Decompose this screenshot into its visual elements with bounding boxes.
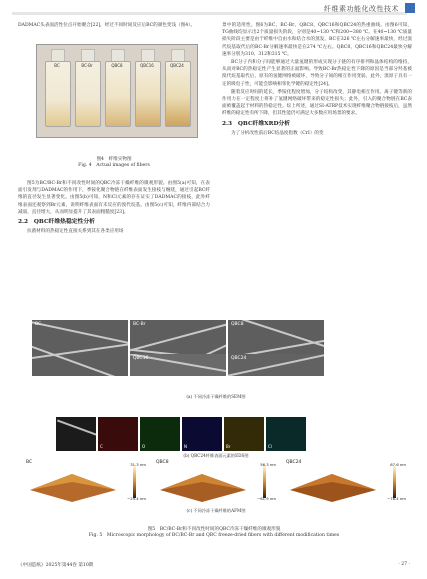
sem-image-qbc24 bbox=[228, 354, 324, 376]
bottle-label: QBC24 bbox=[170, 63, 184, 68]
edx-label: O bbox=[142, 444, 146, 449]
paragraph: 随着反应时间的延长，季铵化程度增加，分子结构改变，其静电相互作用。离子键等新的作用力在一定程度上将补了氢键网络破坏带来的稳定性损失；此外，引入的聚合物链在BC表面被覆盖起于材料的热稳定性。综上所述，通过SI-ATRP技术实现纤维聚合物链接枝后，虽然纤维的稳定性有所下降，但其性能仍可满足大多数应用场景的要求。 bbox=[222, 89, 412, 117]
afm-panel-qbc8 bbox=[156, 460, 276, 504]
bottle-label: QBC16 bbox=[140, 63, 154, 68]
left-body-text bbox=[18, 180, 210, 236]
bottle-bc bbox=[45, 49, 69, 131]
paragraph: 景中的适用性。图6为BC、BC-Br、QBC8、QBC16和QBC24的热重曲线。由图6可知，TG曲线均显示出2个质量损失阶段，分别是40~130 ℃和200~380 ℃。在40~130 ℃质量损失阶段主要是由于纤维中自由水和结合水的蒸发。BC在326 ℃左右分解速率最快，经过溴代烷基取代后的BC-Br分解速率最快是在274 ℃左右。QBC8、QBC16和QBC24最快分解速率分别为310、312和315 ℃。 bbox=[222, 23, 412, 57]
edx-label: Br bbox=[226, 444, 231, 449]
afm-label: QBC8 bbox=[156, 460, 169, 465]
edx-label: N bbox=[184, 444, 187, 449]
edx-caption: (b) QBC24纤维表面元素的EDS图 bbox=[183, 453, 249, 458]
edx-label: Cl bbox=[268, 444, 272, 449]
sem-caption: (a) 不同冷冻干燥纤维的SEM图 bbox=[186, 394, 246, 399]
edx-image-sem bbox=[56, 417, 96, 451]
fig5-caption-cn: 图5 BC/BC-Br和不同改性时间的QBC冷冻干燥纤维的微观形貌 bbox=[147, 527, 281, 532]
afm-panel-bc bbox=[26, 460, 146, 504]
sem-image-qbc16 bbox=[130, 354, 226, 376]
header-mark bbox=[405, 3, 415, 13]
left-intro-text bbox=[18, 22, 210, 30]
sem-label: QBC16 bbox=[133, 356, 149, 361]
afm-min: −78.4 nm bbox=[387, 496, 406, 501]
fig5-caption-en: Fig. 5 Microscopic morphology of BC/BC-Br and QBC freeze-dried fibers with different modification times bbox=[88, 533, 340, 538]
afm-caption: (c) 不同冷冻干燥纤维的AFM图 bbox=[186, 508, 246, 513]
edx-map-cl bbox=[266, 417, 306, 451]
right-body-text bbox=[222, 22, 412, 138]
bottle-bc-br bbox=[75, 49, 99, 131]
afm-max: 56.3 nm bbox=[260, 462, 276, 467]
afm-surface bbox=[286, 464, 378, 504]
sem-label: BC bbox=[35, 322, 42, 327]
page-number: · 27 · bbox=[398, 562, 410, 567]
header-title: 纤维素功能化改性技术 bbox=[324, 5, 399, 13]
afm-label: BC bbox=[26, 460, 33, 465]
afm-surface bbox=[26, 464, 118, 504]
sem-label: QBC24 bbox=[231, 356, 247, 361]
afm-max: 67.6 nm bbox=[390, 462, 406, 467]
bottle-label: QBC8 bbox=[111, 63, 123, 68]
page-footer bbox=[18, 562, 410, 568]
fig4-caption-cn: 图4 纤维实物图 bbox=[96, 157, 132, 162]
edx-label: C bbox=[100, 444, 103, 449]
edx-map-br bbox=[224, 417, 264, 451]
fig5 bbox=[16, 320, 412, 516]
section-heading: 2.3 QBC纤维XRD分析 bbox=[222, 120, 291, 127]
afm-colorbar bbox=[263, 466, 266, 498]
afm-surface bbox=[156, 464, 248, 504]
fig4-photo bbox=[36, 44, 198, 138]
paragraph: DADMAC头表面活性位点开始聚合[22]，经过不同时间反应后BC的颜色变浅（图4）。 bbox=[18, 23, 196, 28]
afm-colorbar bbox=[133, 466, 136, 498]
afm-panel-qbc24 bbox=[286, 460, 406, 504]
afm-min: −61.9 nm bbox=[257, 496, 276, 501]
edx-map-c bbox=[98, 417, 138, 451]
afm-min: −24.4 nm bbox=[127, 496, 146, 501]
edx-map-o bbox=[140, 417, 180, 451]
sem-image-bc bbox=[32, 320, 128, 376]
sem-label: BC-Br bbox=[133, 322, 146, 327]
afm-label: QBC24 bbox=[286, 460, 302, 465]
edx-map-n bbox=[182, 417, 222, 451]
bottle-qbc24 bbox=[165, 49, 189, 131]
afm-max: 31.3 nm bbox=[130, 462, 146, 467]
paragraph: BC分子内和分子间能够通过大量氢键的形成实现分子链的有序排列和晶体结构的维持，从而对BC的热稳定性产生显著的正面影响。导致BC-Br热稳定性下降的原因是当部分羟基被溴代烷基取代后，原有的氢键网络被破坏，导致分子间的相互作用变弱，此外，溴原子具有一定的吸电子性，可能会影响相邻化学键的稳定性[24]。 bbox=[222, 60, 412, 87]
section-heading: 2.2 QBC纤维热稳定性分析 bbox=[18, 219, 95, 226]
fig4-caption bbox=[18, 156, 210, 168]
journal-name: 《中国造纸》2025年第44卷 第10期 bbox=[18, 563, 94, 568]
bottle-qbc8 bbox=[105, 49, 129, 131]
fig5-caption bbox=[18, 526, 410, 538]
bottle-label: BC bbox=[54, 63, 60, 68]
paragraph: 图5为BC/BC-Br和不同改性时间的QBC冷冻干燥纤维的微观形貌。由图5(a)可知，在表面引发剂与DADMAC的作用下，季铵化聚合物链在纤维表面发生接枝与缠绕，通过引起BC纤维的直径发生显著变化。由图5(b)可知，N和Cl元素的存在证实了DADMAC的接枝，此外纤维表面还观察到Br元素，说明纤维表面有未反应的溴代烷基。由图5(c)可知，纤维内部结合力减弱，直径增大，从而明显提升了其表面粗糙度[23]。 bbox=[18, 181, 210, 215]
paragraph: 为了分析改性前后BC结晶度指数（CrI）的变 bbox=[231, 130, 324, 136]
paragraph: 抗菌材料的热稳定性直接关系到其在各类应用场 bbox=[27, 229, 124, 235]
fig4-caption-en: Fig. 4 Actual images of fibers bbox=[78, 163, 150, 168]
bottle-label: BC-Br bbox=[81, 63, 93, 68]
sem-label: QBC8 bbox=[231, 322, 244, 327]
afm-colorbar bbox=[393, 466, 396, 498]
bottle-qbc16 bbox=[135, 49, 159, 131]
